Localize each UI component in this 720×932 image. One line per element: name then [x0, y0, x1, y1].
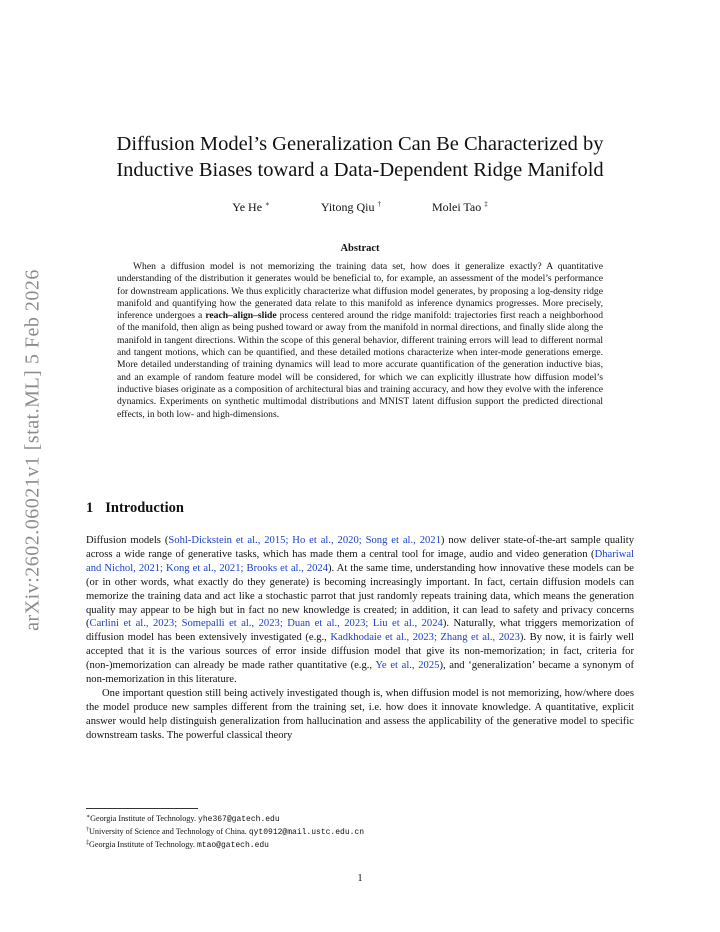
author-1: Ye He ∗: [232, 200, 270, 214]
footnote-3: ‡Georgia Institute of Technology. mtao@gatech.edu: [86, 840, 269, 851]
email-link[interactable]: yhe367@gatech.edu: [198, 815, 280, 824]
footnote-1: ∗Georgia Institute of Technology. yhe367@gatech.edu: [86, 814, 280, 824]
title-line-2: Inductive Biases toward a Data-Dependent Ridge Manifold: [116, 159, 604, 181]
section-number: 1: [86, 500, 94, 516]
footnotes: [86, 812, 364, 852]
title-line-1: Diffusion Model’s Generalization Can Be Characterized by: [116, 133, 604, 155]
intro-paragraph-1: Diffusion models (Sohl-Dickstein et al., 2015; Ho et al., 2020; Song et al., 2021) now deliver state-of-the-art sample quality across a wide range of generative tasks, which has made them a central tool for image, audio and video generation (Dhariwal and Nichol, 2021; Kong et al., 2021; Brooks et al., 2024). At the same time, understanding how innovative these models can be (or in other words, what exactly do they generate) is becoming increasingly important. In fact, certain diffusion models can memorize the training data and act like a stochastic parrot that just randomly repeats training data, which means the generation quality may appear to be high but in fact no new knowledge is created; in addition, it can lead to safety and privacy concerns (Carlini et al., 2023; Somepalli et al., 2023; Duan et al., 2023; Liu et al., 2024). Naturally, what triggers memorization of diffusion model has been extensively investigated (e.g., Kadkhodaie et al., 2023; Zhang et al., 2023). By now, it is fairly well accepted that it is the various sources of error inside diffusion model that give its non-memorization; in fact, criteria for (non-)memorization can already be made rather quantitative (e.g., Ye et al., 2025), and ‘generalization’ became a synonym of non-memorization in this literature.: [86, 535, 635, 686]
citation-link[interactable]: Sohl-Dickstein et al., 2015; Ho et al., 2020; Song et al., 2021: [168, 535, 441, 546]
arxiv-identifier: [18, 250, 48, 650]
abstract-highlight: reach–align–slide: [205, 310, 277, 322]
author-3: Molei Tao ‡: [431, 200, 488, 214]
intro-paragraph-2: One important question still being actively investigated though is, when diffusion model is not memorizing, how/where does the model produce new samples different from the training set, i.e. how does it innovate knowledge. A quantitative, explicit answer would help distinguish generalization from hallucination and assess the applicability of the generative model to specific downstream tasks. The powerful classical theory: [86, 687, 634, 741]
citation-link[interactable]: Dhariwal and Nichol, 2021; Kong et al., 2021; Brooks et al., 2024: [86, 548, 634, 574]
citation-link[interactable]: Ye et al., 2025: [375, 660, 440, 672]
footnote-rule: [86, 808, 198, 809]
footnote-2: †University of Science and Technology of China. qyt0912@mail.ustc.edu.cn: [86, 827, 365, 838]
paper-title: [80, 131, 640, 183]
abstract-heading: Abstract: [340, 243, 380, 254]
introduction-body: [86, 534, 634, 743]
section-title: Introduction: [105, 500, 184, 516]
email-link[interactable]: mtao@gatech.edu: [196, 841, 269, 851]
arxiv-identifier-text: arXiv:2602.06021v1 [stat.ML] 5 Feb 2026: [21, 269, 44, 631]
section-heading: [86, 500, 184, 517]
author-2: Yitong Qiu †: [320, 200, 381, 214]
email-link[interactable]: qyt0912@mail.ustc.edu.cn: [248, 828, 365, 838]
citation-link[interactable]: Carlini et al., 2023; Somepalli et al., 2023; Duan et al., 2023; Liu et al., 2024: [89, 618, 443, 630]
abstract-body: When a diffusion model is not memorizing the training data set, how does it generalize exactly? A quantitative understanding of the distribution it generates would be beneficial to, for example, an assessment of the model’s performance for downstream applications. We thus explicitly characterize what diffusion model generates, by proposing a log-density ridge manifold and quantifying how the generated data relate to this manifold as inference dynamics progresses. More precisely, inference undergoes a reach–align–slide process centered around the ridge manifold: trajectories first reach a neighborhood of the manifold, then align as being pushed toward or away from the manifold in normal directions, and finally slide along the manifold in tangent directions. Within the scope of this general behavior, different training errors will lead to different normal and tangent motions, which can be quantified, and these detailed motions characterize when inter-mode generations emerge. More detailed understanding of training dynamics will lead to more accurate quantification of the generation inductive bias, and an example of random feature model will be considered, for which we can explicitly illustrate how diffusion model’s inductive biases originate as a composition of architectural bias and training accuracy, and how they evolve with the inference dynamics. Experiments on synthetic multimodal distributions and MNIST latent diffusion support the predicted directional effects, in both low- and high-dimensions.: [117, 261, 603, 420]
citation-link[interactable]: Kadkhodaie et al., 2023; Zhang et al., 2023: [330, 632, 520, 644]
page-number: 1: [357, 873, 363, 884]
author-list: [0, 200, 720, 215]
